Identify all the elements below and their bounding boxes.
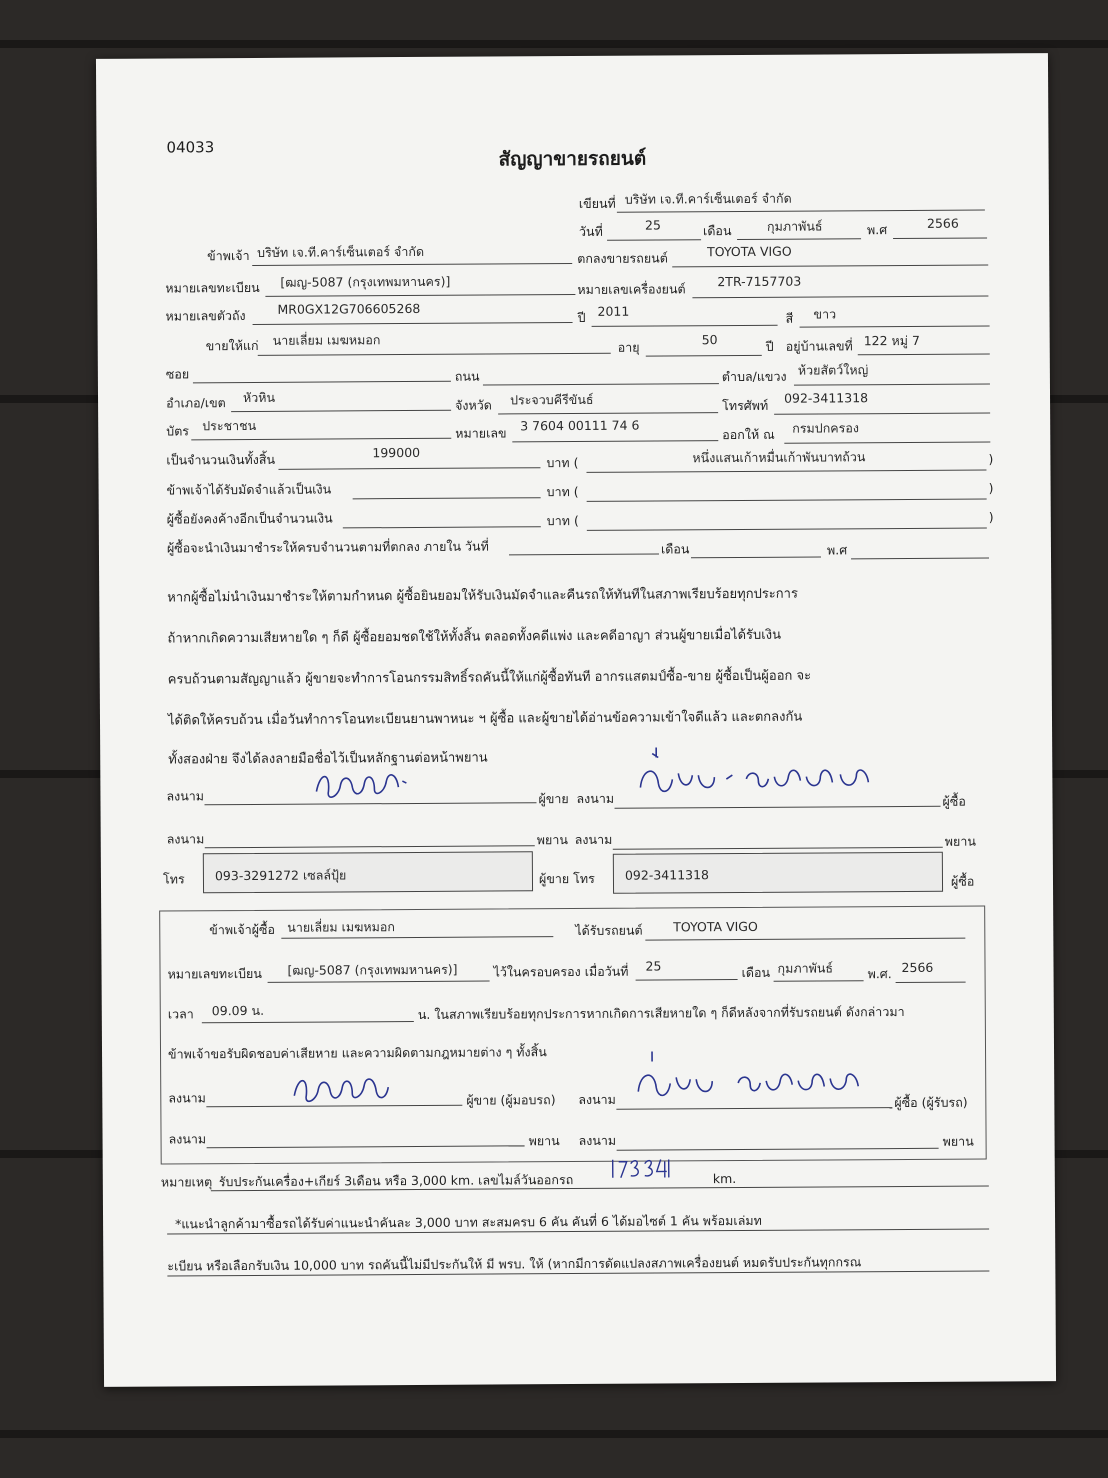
engine-number-line (692, 295, 988, 298)
province-line (498, 412, 718, 414)
chassis-line (253, 322, 573, 325)
month-label: เดือน (702, 223, 732, 239)
seller-sign-label: ลงนาม (166, 788, 205, 804)
sell-to-label: ขายให้แก่ (205, 337, 259, 354)
receipt-month-value: กุมภาพันธ์ (777, 960, 834, 976)
receipt-reg-value: [ฒญ-5087 (กรุงเทพมหานคร)] (287, 961, 458, 978)
receipt-reg-label: หมายเลขทะเบียน (167, 965, 262, 982)
buyer-tel-role: ผู้ซื้อ (950, 873, 975, 889)
deposit-words-line (587, 498, 987, 501)
receipt-buyer-label: ข้าพเจ้าผู้ซื้อ (209, 921, 276, 938)
soi-line (193, 381, 451, 384)
seller-label: ข้าพเจ้า (207, 247, 250, 264)
baht-label: บาท ( (546, 454, 579, 471)
written-at-value: บริษัท เจ.ที.คาร์เซ็นเตอร์ จำกัด (624, 190, 792, 207)
pay-year-label: พ.ศ (826, 542, 848, 558)
age-value: 50 (701, 332, 718, 348)
model-year-line (592, 325, 778, 327)
witness1-sign-line (205, 845, 535, 848)
phone-line (774, 412, 990, 414)
date-month-line (737, 238, 861, 240)
address-value: 122 หมู่ 7 (863, 332, 920, 349)
province-value: ประจวบคีรีขันธ์ (509, 391, 594, 408)
received-car-value: TOYOTA VIGO (673, 918, 758, 935)
registration-line (265, 294, 575, 297)
total-amount-line (278, 467, 540, 470)
deposit-baht-label: บาท ( (546, 483, 579, 500)
seller-tel-role: ผู้ขาย โทร (538, 870, 595, 887)
time-label: เวลา (167, 1006, 194, 1022)
date-day-line (607, 239, 701, 241)
total-words-value: หนึ่งแสนเก้าหมื่นเก้าพันบาทถ้วน (692, 449, 866, 466)
terms-line-3: ครบถ้วนตามสัญญาแล้ว ผู้ขายจะทำการโอนกรรมสิทธิ์รถคันนี้ให้แก่ผู้ซื้อทันที อากรแสตมป์ซื้อ-ขาย ผู้ซื้อเป็นผู้ออก จะ (167, 668, 812, 688)
age-label: อายุ (617, 339, 640, 355)
receipt-buyer-value: นายเลี่ยม เมฆหมอก (287, 919, 396, 935)
receipt-witness1-role: พยาน (528, 1133, 560, 1149)
date-month-value: กุมภาพันธ์ (766, 218, 823, 234)
district-label: อำเภอ/เขต (166, 395, 226, 411)
receipt-seller-signature (288, 1065, 404, 1110)
receipt-buyer-sign-label: ลงนาม (578, 1091, 616, 1107)
color-label: สี (785, 310, 794, 326)
buyer-sign-line (615, 806, 941, 809)
possess-label: ไว้ในครอบครอง เมื่อวันที่ (493, 963, 629, 980)
remark-label: หมายเหตุ (160, 1174, 213, 1190)
remaining-words-line (587, 527, 987, 530)
district-line (231, 410, 451, 412)
subdistrict-line (794, 383, 990, 385)
id-number-value: 3 7604 00111 74 6 (520, 417, 640, 434)
witness2-role: พยาน (944, 833, 976, 849)
received-car-label: ได้รับรถยนต์ (575, 922, 643, 939)
pay-year-line (851, 557, 989, 559)
pay-day-line (509, 553, 659, 555)
receipt-seller-role: ผู้ขาย (ผู้มอบรถ) (466, 1092, 556, 1108)
issued-by-line (784, 441, 990, 443)
province-label: จังหวัด (455, 397, 492, 413)
buyer-sign-label: ลงนาม (576, 790, 615, 806)
deposit-label: ข้าพเจ้าได้รับมัดจำแล้วเป็นเงิน (166, 481, 332, 498)
color-line (800, 325, 990, 327)
card-label: บัตร (166, 423, 190, 439)
soi-label: ซอย (165, 366, 190, 382)
condition-text: น. ในสภาพเรียบร้อยทุกประการหากเกิดการเสียหายใด ๆ ก็ดีหลังจากที่รับรถยนต์ ดังกล่าวมา (417, 1003, 905, 1022)
time-value: 09.09 น. (211, 1002, 265, 1019)
witness2-sign-line (613, 847, 943, 850)
id-number-line (512, 440, 718, 442)
date-year-line (893, 237, 987, 239)
terms-line-4: ได้ติดให้ครบถ้วน เมื่อวันทำการโอนทะเบียนยานพาหนะ ฯ ผู้ซื้อ และผู้ขายได้อ่านข้อความเข้าใจดีแล้ว และตกลงกัน (167, 709, 803, 729)
deposit-line (353, 497, 541, 499)
buyer-signature (634, 742, 884, 806)
receipt-witness1-sign-label: ลงนาม (168, 1131, 207, 1147)
car-model-value: TOYOTA VIGO (707, 243, 792, 260)
card-value: ประชาชน (202, 417, 257, 434)
buyer-role: ผู้ซื้อ (942, 793, 966, 809)
seller-line (252, 263, 572, 266)
receipt-witness2-sign-label: ลงนาม (578, 1132, 617, 1148)
issued-by-label: ออกให้ ณ (722, 426, 775, 443)
receipt-section (159, 906, 987, 1165)
pay-month-label: เดือน (660, 541, 690, 557)
table-plank-gap (0, 40, 1108, 48)
tel-label: โทร (162, 871, 185, 887)
close-paren: ) (988, 451, 994, 467)
receipt-month-label: เดือน (741, 964, 771, 980)
subdistrict-label: ตำบล/แขวง (721, 368, 787, 385)
total-amount-value: 199000 (372, 444, 421, 461)
receipt-seller-sign-label: ลงนาม (168, 1090, 206, 1106)
receipt-buyer-signature (632, 1046, 872, 1107)
phone-value: 092-3411318 (783, 390, 869, 406)
receipt-witness2-role: พยาน (942, 1133, 974, 1149)
document-title: สัญญาขายรถยนต์ (498, 147, 647, 171)
written-at-label: เขียนที่ (578, 195, 616, 211)
card-line (191, 438, 451, 441)
id-number-label: หมายเลข (455, 425, 507, 441)
car-model-line (672, 264, 988, 267)
buyer-tel-value: 092-3411318 (624, 867, 710, 883)
registration-label: หมายเลขทะเบียน (165, 279, 260, 296)
date-label: วันที่ (578, 223, 603, 239)
table-plank-gap (0, 1430, 1108, 1438)
remaining-close-paren: ) (988, 509, 994, 525)
engine-number-value: 2TR-7157703 (717, 273, 802, 290)
terms-line-2: ถ้าหากเกิดความเสียหายใด ๆ ก็ดี ผู้ซื้อยอมชดใช้ให้ทั้งสิ้น ตลอดทั้งคดีแพ่ง และคดีอาญา ส่วนผู้ขายเมื่อได้รับเงิน (167, 627, 781, 647)
pay-by-label: ผู้ซื้อจะนำเงินมาชำระให้ครบจำนวนตามที่ตกลง ภายใน วันที่ (166, 538, 489, 556)
receipt-buyer-role: ผู้ซื้อ (ผู้รับรถ) (894, 1094, 968, 1111)
phone-label: โทรศัพท์ (722, 397, 769, 414)
road-line (483, 383, 719, 385)
seller-signature (310, 761, 420, 806)
agree-sell-label: ตกลงขายรถยนต์ (577, 250, 668, 266)
buyer-name-value: นายเลี่ยม เมฆหมอก (272, 332, 381, 348)
remaining-label: ผู้ซื้อยังคงค้างอีกเป็นจำนวนเงิน (166, 510, 333, 527)
seller-value: บริษัท เจ.ที.คาร์เซ็นเตอร์ จำกัด (257, 243, 425, 260)
receipt-day-value: 25 (645, 958, 662, 974)
terms-line-5: ทั้งสองฝ่าย จึงได้ลงลายมือชื่อไว้เป็นหลักฐานต่อหน้าพยาน (168, 750, 488, 768)
contract-paper (96, 53, 1056, 1387)
promo-line-1: *แนะนำลูกค้ามาซื้อรถได้รับค่าแนะนำคันละ 3,000 บาท สะสมครบ 6 คัน คันที่ 6 ได้มอไซต์ 1 คัน พร้อมเล่มท (175, 1212, 762, 1232)
receipt-year-label: พ.ศ. (867, 966, 892, 982)
chassis-label: หมายเลขตัวถัง (165, 308, 246, 324)
terms-line-1: หากผู้ซื้อไม่นำเงินมาชำระให้ตามกำหนด ผู้ซื้อยินยอมให้รับเงินมัดจำและคืนรถให้ทันทีในสภาพเรียบร้อยทุกประการ (167, 586, 798, 606)
remark-text: รับประกันเครื่อง+เกียร์ 3เดือน หรือ 3,000 km. เลขไมล์วันออกรถ (218, 1172, 574, 1190)
witness1-sign-label: ลงนาม (166, 831, 205, 847)
responsibility-text: ข้าพเจ้าขอรับผิดชอบค่าเสียหาย และความผิดตามกฎหมายต่าง ๆ ทั้งสิ้น (167, 1044, 547, 1062)
age-line (646, 355, 762, 357)
km-label: km. (712, 1171, 737, 1187)
subdistrict-value: ห้วยสัตว์ใหญ่ (797, 362, 869, 378)
seller-role: ผู้ขาย (538, 791, 569, 807)
address-line (858, 353, 990, 355)
year-label: พ.ศ (866, 222, 888, 238)
promo-line-2: ะเบียน หรือเลือกรับเงิน 10,000 บาท รถคันนี้ไม่มีประกันให้ มี พรบ. ให้ (หากมีการดัดแปลงสภาพเครื่องยนต์ หมดรับประกันทุกกรณ (167, 1254, 862, 1274)
engine-number-label: หมายเลขเครื่องยนต์ (577, 281, 686, 297)
model-year-value: 2011 (597, 303, 630, 319)
deposit-close-paren: ) (988, 480, 994, 496)
model-year-label: ปี (577, 309, 586, 325)
issued-by-value: กรมปกครอง (792, 420, 859, 436)
document-number: 04033 (166, 138, 215, 157)
age-unit: ปี (765, 338, 774, 354)
mileage-handwritten (609, 1153, 675, 1181)
remaining-baht-label: บาท ( (546, 512, 579, 529)
receipt-year-value: 2566 (901, 959, 934, 976)
buyer-name-line (258, 353, 611, 356)
remaining-line (343, 526, 541, 528)
witness1-role: พยาน (536, 832, 568, 848)
total-words-line (586, 469, 986, 472)
date-year-value: 2566 (926, 215, 959, 231)
registration-value: [ฒญ-5087 (กรุงเทพมหานคร)] (280, 273, 451, 290)
date-day-value: 25 (644, 217, 661, 233)
road-label: ถนน (454, 368, 480, 384)
chassis-value: MR0GX12G706605268 (277, 300, 421, 317)
color-value: ขาว (813, 306, 837, 322)
seller-tel-value: 093-3291272 เซลล์ปุ้ย (214, 867, 347, 884)
district-value: หัวหิน (242, 389, 276, 406)
total-amount-label: เป็นจำนวนเงินทั้งสิ้น (166, 451, 276, 468)
written-at-line (617, 209, 985, 212)
address-label: อยู่บ้านเลขที่ (785, 338, 853, 354)
witness2-sign-label: ลงนาม (574, 831, 613, 848)
pay-month-line (691, 557, 821, 559)
